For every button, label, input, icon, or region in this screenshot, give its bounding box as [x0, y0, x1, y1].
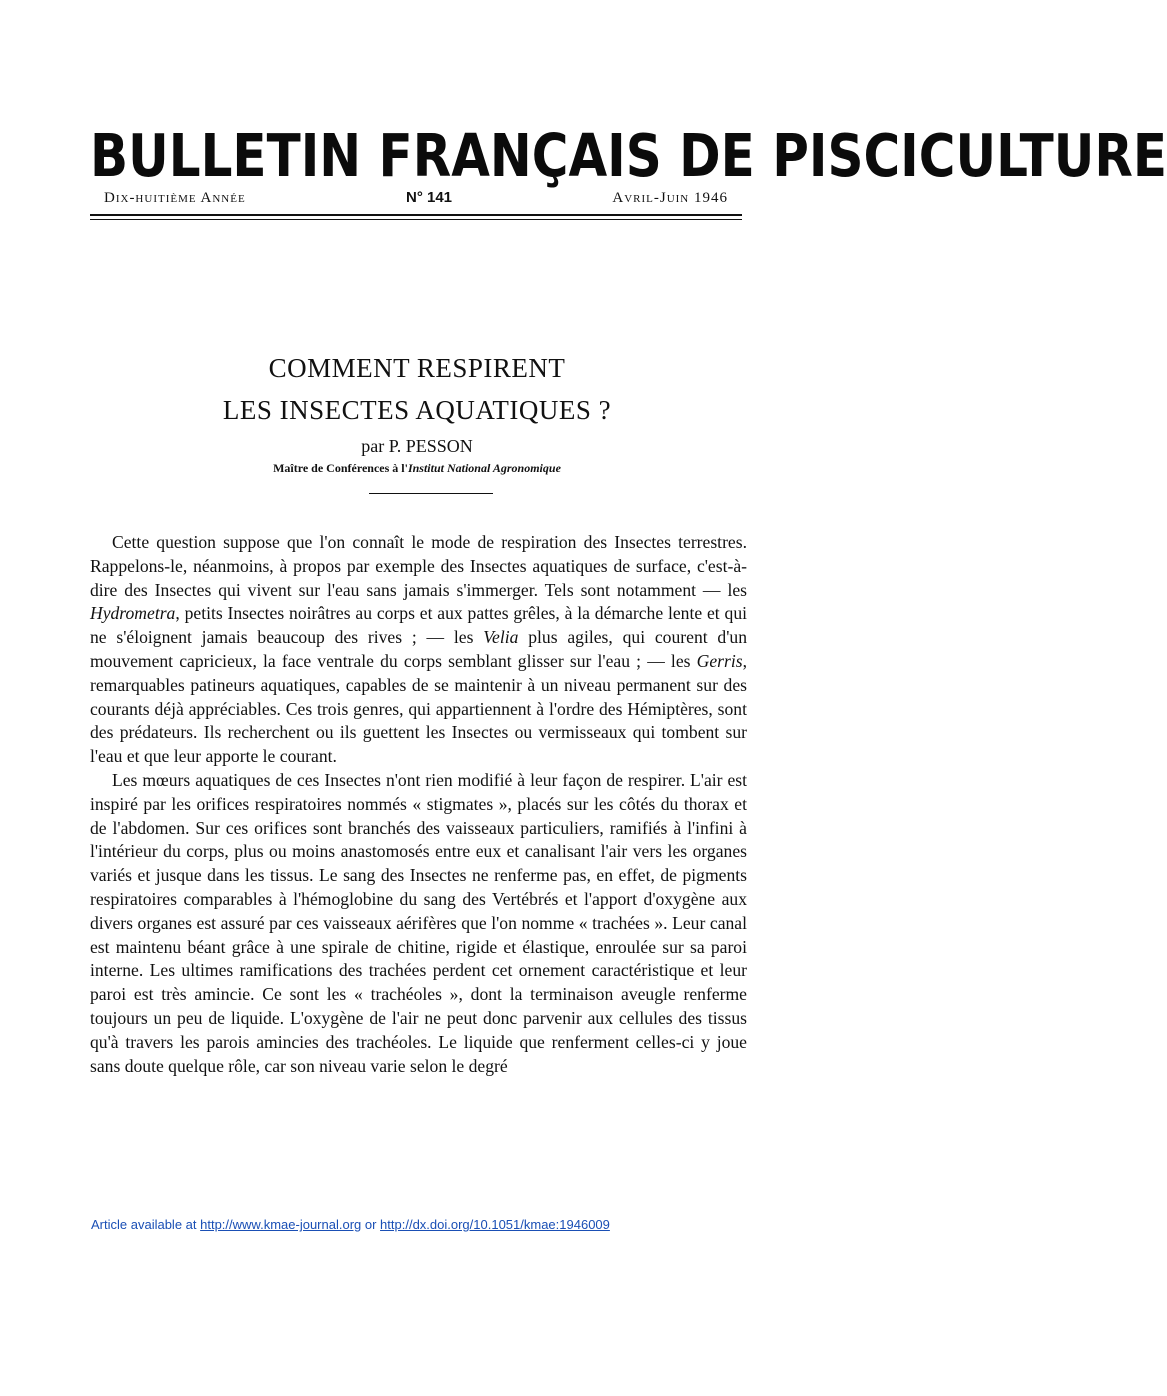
- header-rule-thin: [90, 219, 742, 220]
- footer-prefix: Article available at: [91, 1217, 201, 1232]
- author-affiliation: [0, 461, 834, 476]
- author-byline: par P. PESSON: [361, 436, 473, 456]
- issue-info-row: [104, 189, 728, 207]
- period-label: Avril-Juin 1946: [612, 190, 728, 206]
- header-rule-thick: [90, 214, 742, 216]
- genus-name: Velia: [483, 627, 519, 648]
- genus-name: Gerris: [696, 650, 743, 671]
- article-title-line2: LES INSECTES AQUATIQUES ?: [222, 395, 612, 425]
- article-body: [90, 531, 747, 1078]
- paragraph-1: [90, 531, 747, 769]
- text-run: , petits Insectes noirâtres au corps et aux pattes grêles, à la démarche lente et qui ne s'éloignent jamais beaucoup des rives ; — les: [90, 603, 747, 648]
- article-title-line1: COMMENT RESPIRENT: [268, 353, 566, 383]
- text-run: , remarquables patineurs aquatiques, capables de se maintenir à un niveau permanent sur des courants déjà appréciables. Ces trois genres, qui appartiennent à l'ordre des Hémiptères, sont des prédateurs. Ils recherchent ou ils guettent les Insectes ou vermisseaux qui tombent sur l'eau et que leur apporte le courant.: [90, 650, 747, 767]
- year-label: Dix-huitième Année: [104, 190, 246, 206]
- text-run: plus agiles, qui courent d'un mouvement capricieux, la face ventrale du corps semblant glisser sur l'eau ; — les: [90, 627, 747, 671]
- footer-middle: or: [361, 1217, 381, 1232]
- journal-masthead: BULLETIN FRANÇAIS DE PISCICULTURE: [90, 121, 1167, 190]
- paragraph-2: Les mœurs aquatiques de ces Insectes n'ont rien modifié à leur façon de respirer. L'air est inspiré par les orifices respiratoires nommés « stigmates », placés sur les côtés du thorax et de l'abdomen. Sur ces orifices sont branchés des vaisseaux particuliers, ramifiés à l'infini à l'intérieur du corps, plus ou moins anastomosés entre eux et canalisant l'air vers les organes variés et jusque dans les tissus. Le sang des Insectes ne renferme pas, en effet, de pigments respiratoires comparables à l'hémoglobine du sang des Vertébrés et l'apport d'oxygène aux divers organes est assuré par ces vaisseaux aérifères que l'on nomme « trachées ». Leur canal est maintenu béant grâce à une spirale de chitine, rigide et élastique, enroulée sur sa paroi interne. Les ultimes ramifications des trachées perdent cet ornement caractéristique et leur paroi est très amincie. Ce sont les « trachéoles », dont la terminaison aveugle renferme toujours un peu de liquide. L'oxygène de l'air ne peut donc parvenir aux cellules des tissus qu'à travers les parois amincies des trachéoles. Le liquide que renferment celles-ci y joue sans doute quelque rôle, car son niveau varie selon le degré: [90, 769, 747, 1076]
- issue-number: N° 141: [406, 189, 453, 206]
- journal-link[interactable]: http://www.kmae-journal.org: [200, 1217, 362, 1232]
- title-separator: [369, 493, 493, 494]
- genus-name: Hydrometra: [90, 603, 176, 624]
- doi-link[interactable]: http://dx.doi.org/10.1051/kmae:1946009: [380, 1217, 610, 1232]
- availability-footer: [91, 1217, 610, 1232]
- affiliation-institution: Institut National Agronomique: [407, 461, 561, 475]
- affiliation-prefix: Maître de Conférences à l': [273, 461, 408, 475]
- text-run: Cette question suppose que l'on connaît le mode de respiration des Insectes terrestres. Rappelons-le, néanmoins, à propos par exemple des Insectes aquatiques de surface, c'est-à-dire des Insectes qui vivent sur l'eau sans jamais s'immerger. Tels sont notamment — les: [90, 532, 747, 600]
